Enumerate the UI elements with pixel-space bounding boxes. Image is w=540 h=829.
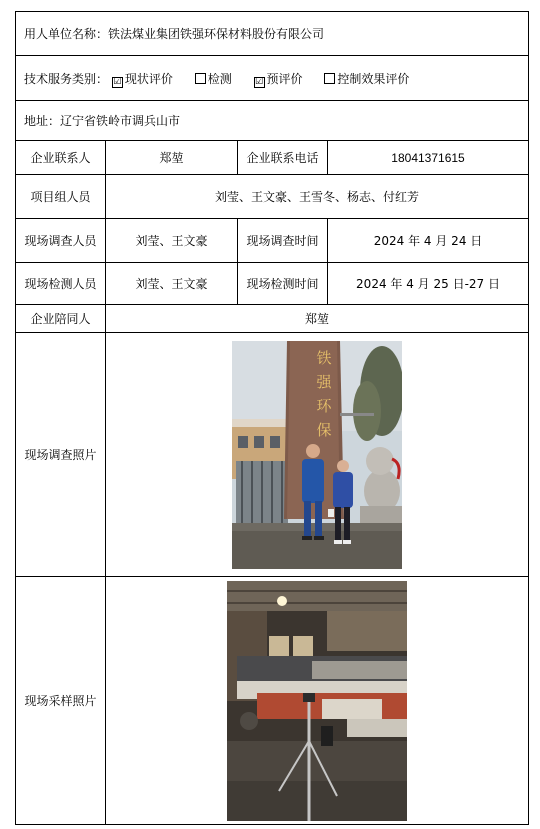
service-label: 技术服务类别：: [24, 71, 109, 86]
testing-value: 刘莹、王文豪: [106, 263, 238, 305]
option-pre-evaluation: [254, 70, 303, 87]
survey-value: 刘莹、王文豪: [106, 219, 238, 263]
info-table: [15, 11, 529, 825]
checkbox-empty-icon: [324, 73, 335, 84]
address-value: 辽宁省铁岭市调兵山市: [60, 114, 181, 128]
survey-label: 现场调查人员: [16, 219, 106, 263]
escort-value: 郑堃: [106, 305, 529, 333]
escort-label: 企业陪同人: [16, 305, 106, 333]
option-label: 控制效果评价: [337, 71, 410, 86]
unit-row: [16, 12, 529, 56]
checkbox-empty-icon: [195, 73, 206, 84]
testing-time-label: 现场检测时间: [238, 263, 328, 305]
photo-sampling-label: 现场采样照片: [16, 577, 106, 825]
team-label: 项目组人员: [16, 175, 106, 219]
option-control-evaluation: [324, 70, 409, 87]
photo-survey-label: 现场调查照片: [16, 333, 106, 577]
unit-label: 用人单位名称：: [24, 27, 109, 41]
address-label: 地址：: [24, 114, 61, 128]
checkbox-checked-icon: ☑: [113, 76, 122, 87]
option-testing: [195, 70, 232, 87]
photo-survey-cell: [106, 333, 529, 577]
unit-name: 铁法煤业集团铁强环保材料股份有限公司: [108, 27, 325, 41]
survey-time-label: 现场调查时间: [238, 219, 328, 263]
sign-char-4: 保: [316, 420, 332, 439]
testing-time-value: 2024 年 4 月 25 日-27 日: [328, 263, 529, 305]
sign-char-1: 铁: [316, 348, 332, 367]
sign-char-3: 环: [316, 396, 332, 415]
option-label: 预评价: [266, 71, 303, 86]
sign-char-2: 强: [316, 372, 332, 391]
address-row: [16, 101, 529, 141]
phone-value: 18041371615: [328, 141, 529, 175]
option-label: 现状评价: [124, 71, 173, 86]
sampling-photo: [227, 581, 407, 821]
service-row: [16, 56, 529, 101]
team-value: 刘莹、王文豪、王雪冬、杨志、付红芳: [106, 175, 529, 219]
survey-time-value: 2024 年 4 月 24 日: [328, 219, 529, 263]
phone-label: 企业联系电话: [238, 141, 328, 175]
option-status-evaluation: [112, 70, 173, 87]
survey-photo: [232, 341, 402, 569]
contact-label: 企业联系人: [16, 141, 106, 175]
option-label: 检测: [207, 71, 232, 86]
testing-label: 现场检测人员: [16, 263, 106, 305]
contact-value: 郑堃: [106, 141, 238, 175]
photo-sampling-cell: [106, 577, 529, 825]
checkbox-checked-icon: ☑: [254, 76, 264, 87]
